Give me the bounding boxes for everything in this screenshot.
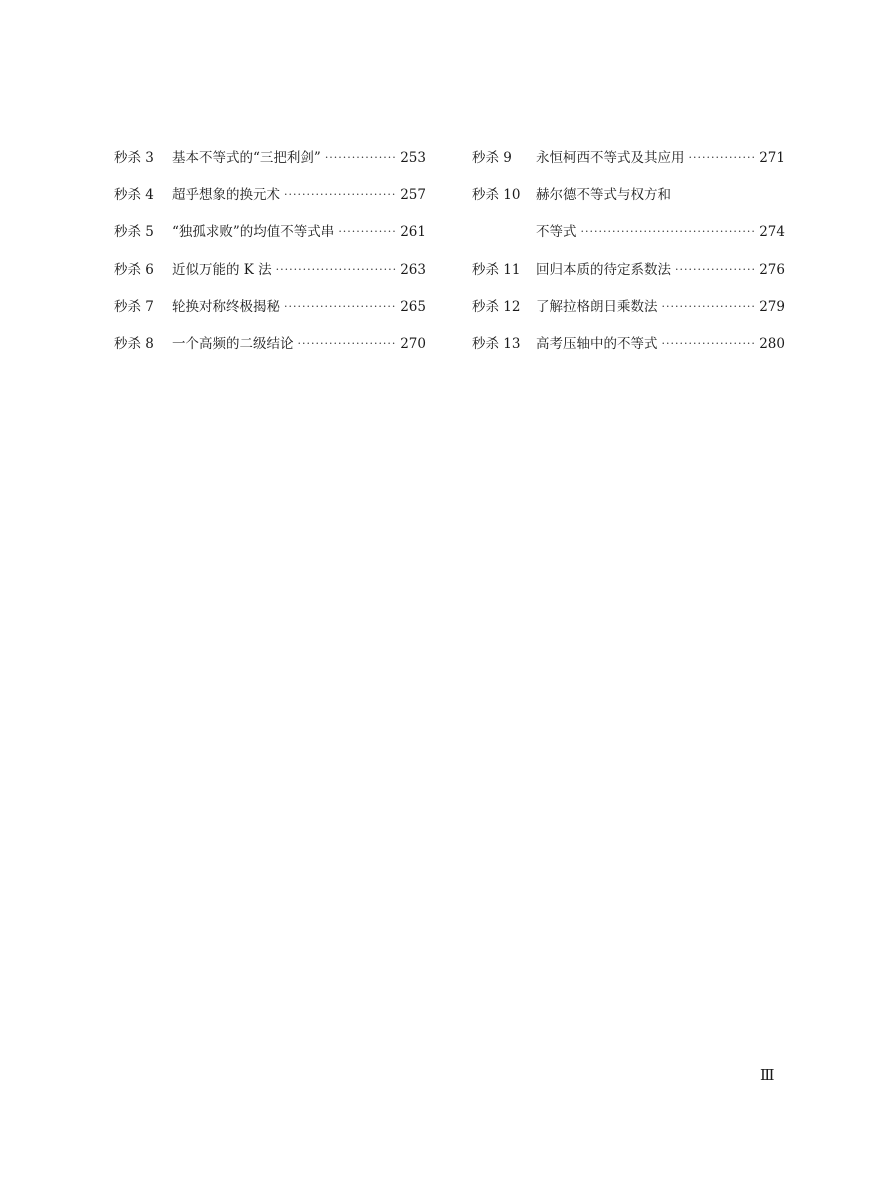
leader-dots (284, 296, 396, 318)
toc-entry-page: 270 (400, 335, 426, 352)
toc-entry-title: “独孤求败”的均值不等式串 (172, 224, 335, 241)
toc-entry-title: 基本不等式的“三把利剑” (172, 150, 321, 166)
leader-dots (662, 333, 756, 355)
toc-entry-title: 近似万能的 K 法 (172, 261, 272, 278)
toc-column-right (472, 147, 785, 370)
toc-entry-page: 257 (400, 187, 426, 204)
toc-entry-page: 263 (400, 261, 426, 278)
toc-entry-page: 253 (400, 150, 426, 166)
toc-entry-page: 276 (759, 261, 785, 278)
leader-dots (284, 184, 396, 206)
toc-entry[interactable] (114, 184, 426, 221)
toc-column-left (114, 147, 426, 370)
toc-entry-number: 秒杀 10 (472, 187, 521, 204)
toc-entry-page: 274 (759, 224, 785, 241)
page-number: Ⅲ (760, 1066, 775, 1084)
toc-entry-title: 永恒柯西不等式及其应用 (536, 150, 685, 166)
toc-entry-number: 秒杀 6 (114, 261, 154, 278)
toc-entry-title: 赫尔德不等式与权方和 (536, 187, 671, 204)
toc-entry[interactable] (114, 147, 426, 184)
toc-entry[interactable] (114, 259, 426, 296)
leader-dots (298, 333, 397, 355)
toc-entry-title: 了解拉格朗日乘数法 (536, 298, 658, 315)
toc-entry-title: 高考压轴中的不等式 (536, 335, 658, 352)
toc-entry[interactable] (472, 147, 785, 184)
toc-entry[interactable] (114, 296, 426, 333)
toc-entry-number: 秒杀 13 (472, 335, 521, 352)
toc-entry-number: 秒杀 12 (472, 298, 521, 315)
toc-entry-page: 279 (759, 298, 785, 315)
toc-entry-number: 秒杀 9 (472, 150, 512, 166)
toc-entry-title: 轮换对称终极揭秘 (172, 298, 280, 315)
toc-entry-title: 一个高频的二级结论 (172, 335, 294, 352)
leader-dots (675, 259, 755, 281)
toc-entry-number: 秒杀 7 (114, 298, 154, 315)
toc-entry[interactable] (472, 333, 785, 370)
toc-entry-number: 秒杀 5 (114, 224, 154, 241)
toc-entry-title: 回归本质的待定系数法 (536, 261, 671, 278)
toc-entry[interactable] (472, 184, 785, 258)
toc-entry-number: 秒杀 3 (114, 150, 154, 166)
toc-entry-page: 271 (759, 150, 785, 166)
toc-entry-number: 秒杀 11 (472, 261, 521, 278)
leader-dots (581, 221, 756, 243)
leader-dots (662, 296, 756, 318)
toc-entry[interactable] (114, 333, 426, 370)
toc-entry-page: 265 (400, 298, 426, 315)
toc-entry[interactable] (114, 221, 426, 258)
toc-entry[interactable] (472, 259, 785, 296)
toc-entry-title-continuation: 不等式 (536, 224, 577, 241)
toc-entry-page: 261 (400, 224, 426, 241)
toc-entry-title: 超乎想象的换元术 (172, 187, 280, 204)
toc-entry[interactable] (472, 296, 785, 333)
toc-entry-number: 秒杀 4 (114, 187, 154, 204)
leader-dots (338, 221, 396, 243)
toc-entry-page: 280 (759, 335, 785, 352)
toc-entry-number: 秒杀 8 (114, 335, 154, 352)
leader-dots (689, 147, 756, 169)
leader-dots (276, 259, 397, 281)
leader-dots (325, 147, 396, 169)
